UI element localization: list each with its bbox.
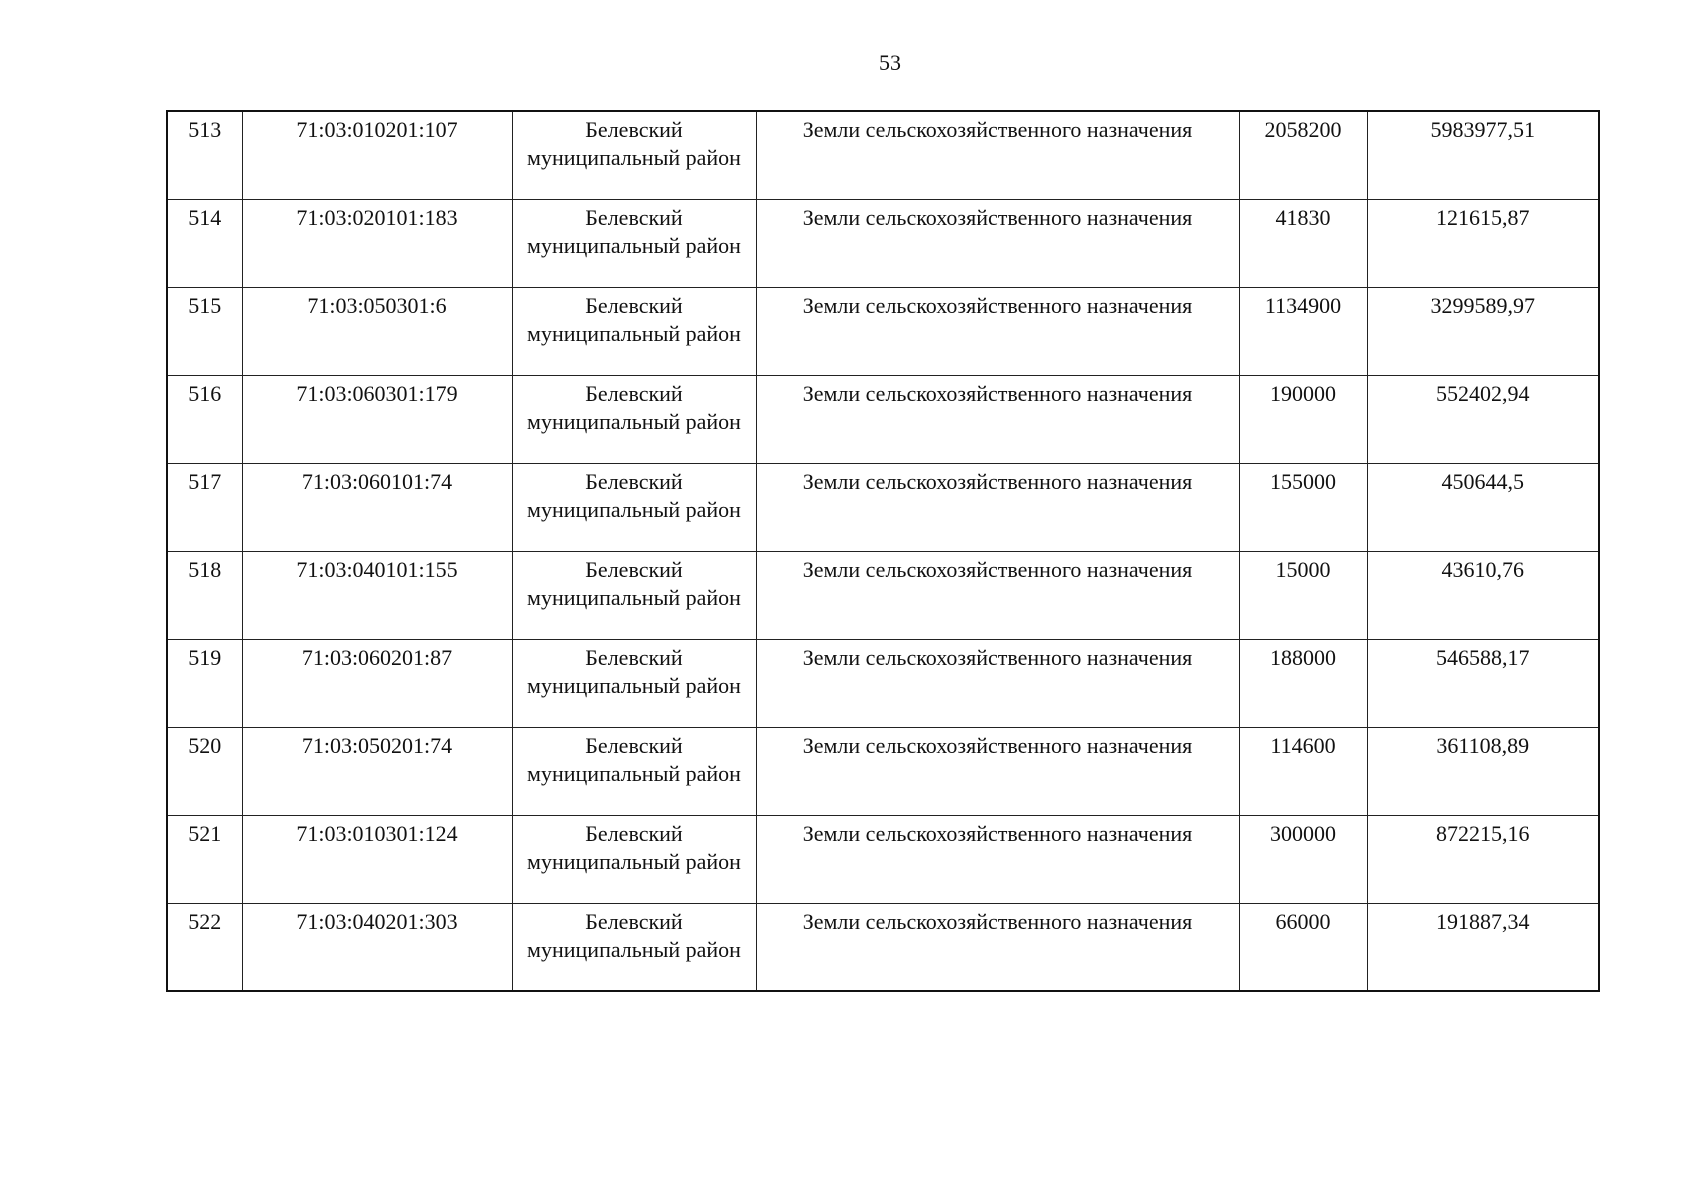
cell-cadastral-number: 71:03:010201:107 [242,111,512,199]
cell-municipality: Белевский муниципальный район [512,375,756,463]
cell-land-category: Земли сельскохозяйственного назначения [756,551,1239,639]
cell-cadastral-number: 71:03:040101:155 [242,551,512,639]
cell-municipality: Белевский муниципальный район [512,463,756,551]
cell-row-number: 517 [167,463,242,551]
cell-municipality: Белевский муниципальный район [512,551,756,639]
cell-land-category: Земли сельскохозяйственного назначения [756,287,1239,375]
cell-cadastral-number: 71:03:060301:179 [242,375,512,463]
cell-row-number: 522 [167,903,242,991]
table-row [167,639,1599,727]
cell-cadastral-number: 71:03:010301:124 [242,815,512,903]
cell-land-category: Земли сельскохозяйственного назначения [756,727,1239,815]
cell-row-number: 520 [167,727,242,815]
cell-land-category: Земли сельскохозяйственного назначения [756,375,1239,463]
cell-area: 1134900 [1239,287,1367,375]
table-body [167,111,1599,991]
table-row [167,199,1599,287]
cell-cadastral-value: 5983977,51 [1367,111,1599,199]
cell-row-number: 513 [167,111,242,199]
cell-area: 155000 [1239,463,1367,551]
cell-cadastral-value: 3299589,97 [1367,287,1599,375]
cell-municipality: Белевский муниципальный район [512,287,756,375]
cell-cadastral-number: 71:03:060201:87 [242,639,512,727]
cell-area: 188000 [1239,639,1367,727]
cell-cadastral-number: 71:03:060101:74 [242,463,512,551]
cell-land-category: Земли сельскохозяйственного назначения [756,199,1239,287]
cell-area: 190000 [1239,375,1367,463]
cell-cadastral-value: 191887,34 [1367,903,1599,991]
cell-cadastral-value: 546588,17 [1367,639,1599,727]
table-row [167,903,1599,991]
table-row [167,375,1599,463]
table-row [167,727,1599,815]
cell-cadastral-value: 43610,76 [1367,551,1599,639]
cell-area: 15000 [1239,551,1367,639]
cell-municipality: Белевский муниципальный район [512,727,756,815]
cell-area: 66000 [1239,903,1367,991]
cell-cadastral-value: 361108,89 [1367,727,1599,815]
cell-municipality: Белевский муниципальный район [512,903,756,991]
cell-row-number: 518 [167,551,242,639]
cell-row-number: 516 [167,375,242,463]
table-row [167,815,1599,903]
cell-area: 2058200 [1239,111,1367,199]
cell-municipality: Белевский муниципальный район [512,639,756,727]
cell-row-number: 519 [167,639,242,727]
cell-cadastral-number: 71:03:050301:6 [242,287,512,375]
cell-municipality: Белевский муниципальный район [512,111,756,199]
cell-land-category: Земли сельскохозяйственного назначения [756,639,1239,727]
cell-cadastral-value: 450644,5 [1367,463,1599,551]
cell-municipality: Белевский муниципальный район [512,815,756,903]
cell-row-number: 514 [167,199,242,287]
cell-land-category: Земли сельскохозяйственного назначения [756,463,1239,551]
page-number: 53 [879,50,901,75]
cell-cadastral-number: 71:03:020101:183 [242,199,512,287]
cell-cadastral-number: 71:03:050201:74 [242,727,512,815]
cell-area: 300000 [1239,815,1367,903]
cell-area: 114600 [1239,727,1367,815]
cell-cadastral-value: 552402,94 [1367,375,1599,463]
cell-cadastral-value: 872215,16 [1367,815,1599,903]
table-row [167,463,1599,551]
cell-land-category: Земли сельскохозяйственного назначения [756,815,1239,903]
cell-cadastral-value: 121615,87 [1367,199,1599,287]
table-row [167,111,1599,199]
table-row [167,551,1599,639]
cell-land-category: Земли сельскохозяйственного назначения [756,903,1239,991]
cell-municipality: Белевский муниципальный район [512,199,756,287]
table-row [167,287,1599,375]
cell-row-number: 515 [167,287,242,375]
land-register-table [166,110,1600,992]
cell-area: 41830 [1239,199,1367,287]
cell-cadastral-number: 71:03:040201:303 [242,903,512,991]
cell-row-number: 521 [167,815,242,903]
cell-land-category: Земли сельскохозяйственного назначения [756,111,1239,199]
